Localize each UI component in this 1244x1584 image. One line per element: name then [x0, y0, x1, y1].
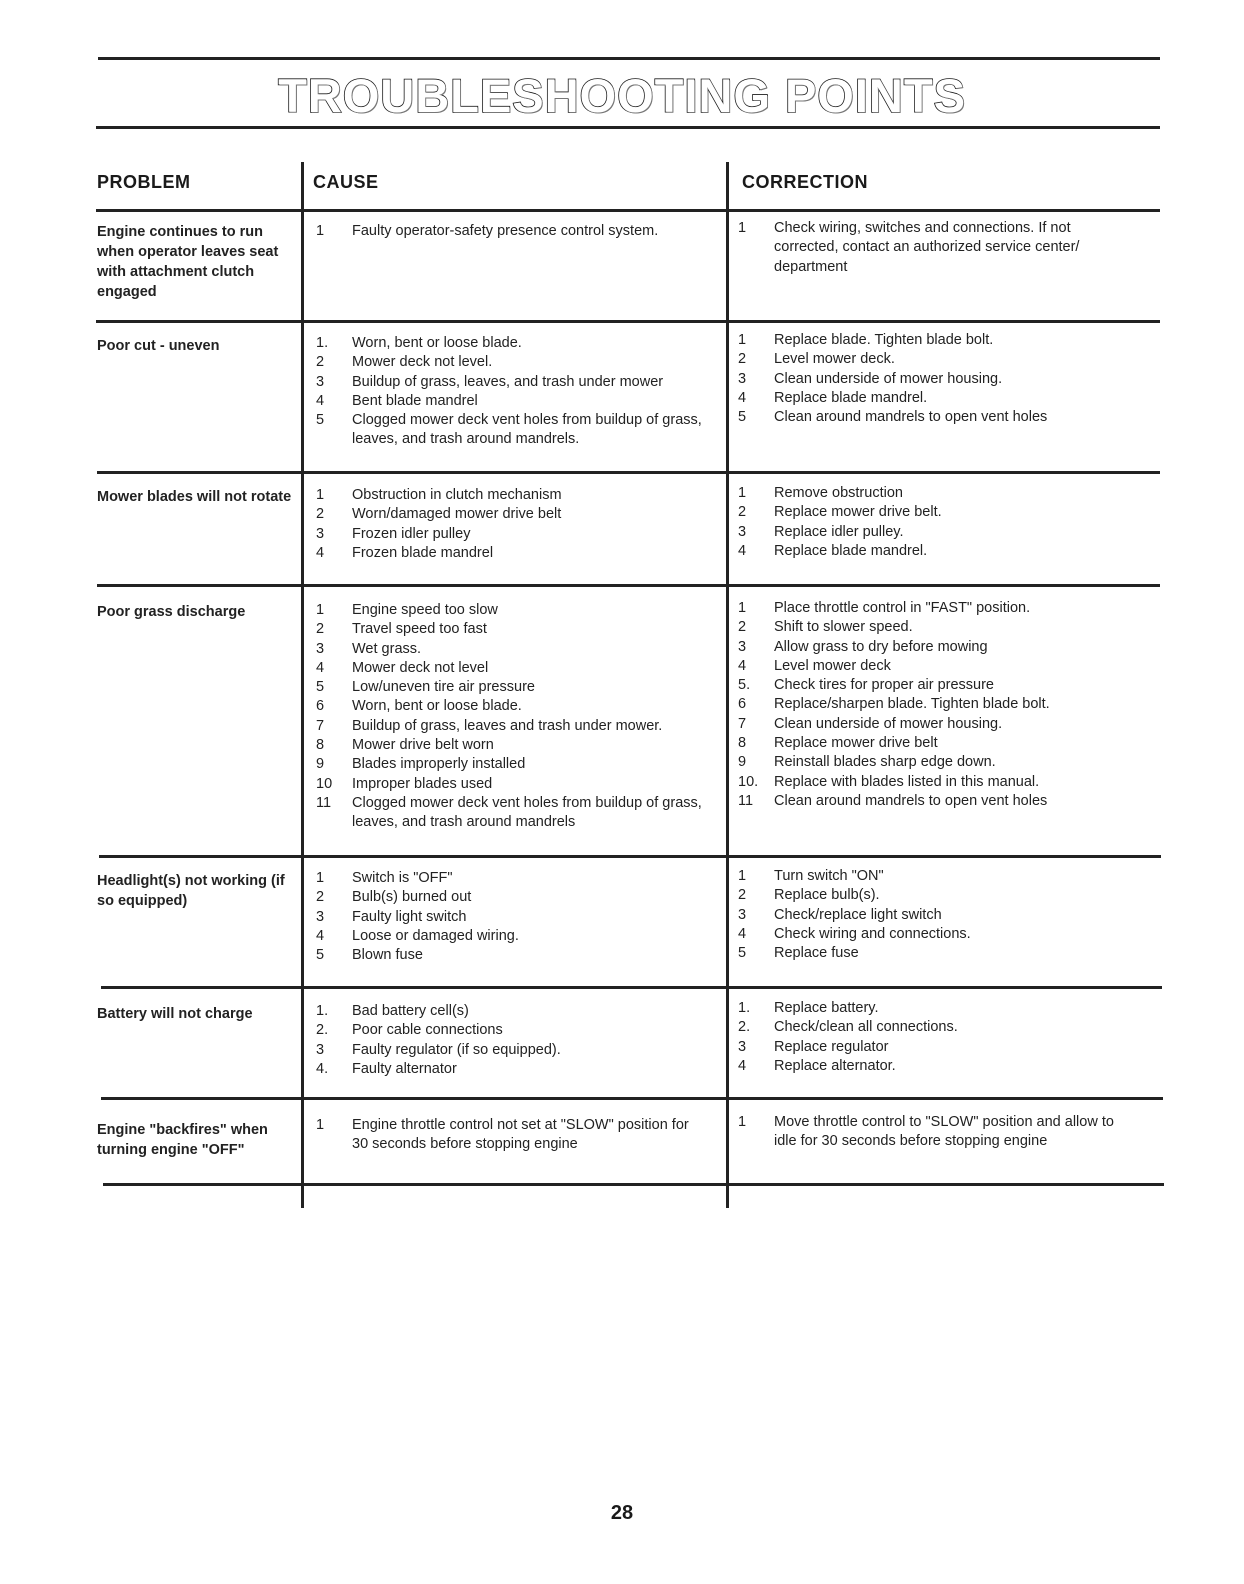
list-item: 5 Replace fuse — [738, 945, 859, 962]
cause-list — [316, 486, 706, 563]
list-item: 1. Bad battery cell(s) — [316, 1003, 469, 1019]
list-item: 3 Wet grass. — [316, 640, 422, 657]
list-item: 10 Improper blades used — [316, 775, 493, 792]
list-item: 2 Replace mower drive belt. — [738, 504, 942, 521]
list-item: 4 Loose or damaged wiring. — [316, 927, 519, 944]
cause-list — [316, 1002, 706, 1079]
list-item: 4 Mower deck not level — [316, 659, 489, 676]
cause-list — [316, 869, 706, 965]
list-item: 3 Replace idler pulley. — [738, 523, 904, 540]
row-separator — [101, 986, 1162, 989]
column-divider-cause — [301, 162, 304, 1208]
list-item: 7 Clean underside of mower housing. — [738, 715, 1003, 732]
list-item: 1 Turn switch "ON" — [738, 868, 884, 884]
list-item: 2. Poor cable connections — [316, 1022, 503, 1039]
row-separator — [96, 320, 1160, 323]
correction-list — [738, 484, 1138, 561]
list-item: 5 Clean around mandrels to open vent holes — [738, 409, 1048, 426]
problem-text: Headlight(s) not working (if so equipped) — [97, 873, 285, 909]
list-item: 1 Remove obstruction — [738, 485, 903, 501]
row-separator — [97, 471, 1160, 474]
list-item: 1 Replace blade. Tighten blade bolt. — [738, 332, 994, 348]
page-title: TROUBLESHOOTING POINTS — [278, 69, 966, 122]
column-header-problem: PROBLEM — [97, 172, 191, 192]
list-item: 2 Travel speed too fast — [316, 621, 487, 638]
list-item: 2 Mower deck not level. — [316, 354, 493, 371]
list-item: 1 Move throttle control to "SLOW" position and allow to idle for 30 seconds before stopping engine — [738, 1114, 1114, 1150]
list-item: 5 Low/uneven tire air pressure — [316, 679, 535, 696]
list-item: 8 Replace mower drive belt — [738, 735, 938, 752]
list-item: 2 Shift to slower speed. — [738, 619, 913, 636]
correction-list — [738, 999, 1138, 1076]
row-separator — [96, 209, 1160, 212]
column-header-cause: CAUSE — [313, 172, 379, 192]
list-item: 5 Blown fuse — [316, 947, 423, 964]
column-header-correction: CORRECTION — [742, 172, 868, 192]
list-item: 3 Check/replace light switch — [738, 906, 942, 923]
list-item: 1 Engine throttle control not set at "SLOW" position for 30 seconds before stopping engine — [316, 1117, 689, 1153]
list-item: 4 Replace alternator. — [738, 1057, 896, 1074]
list-item: 3 Buildup of grass, leaves, and trash under mower — [316, 373, 664, 390]
problem-text: Poor cut - uneven — [97, 338, 220, 354]
list-item: 11 Clean around mandrels to open vent holes — [738, 792, 1048, 809]
list-item: 4 Replace blade mandrel. — [738, 389, 928, 406]
list-item: 4. Faulty alternator — [316, 1060, 457, 1077]
cause-list — [316, 334, 706, 450]
cause-list — [316, 1116, 696, 1155]
list-item: 4 Level mower deck — [738, 657, 891, 674]
row-separator — [101, 1097, 1163, 1100]
row-separator — [103, 1183, 1164, 1186]
row-separator — [99, 855, 1161, 858]
title-rule-top — [98, 57, 1160, 60]
list-item: 2 Level mower deck. — [738, 351, 895, 368]
list-item: 4 Bent blade mandrel — [316, 392, 478, 409]
list-item: 9 Reinstall blades sharp edge down. — [738, 754, 996, 771]
list-item: 1 Place throttle control in "FAST" position. — [738, 600, 1031, 616]
list-item: 6 Replace/sharpen blade. Tighten blade bolt. — [738, 696, 1050, 713]
list-item: 3 Frozen idler pulley — [316, 525, 471, 542]
list-item: 2. Check/clean all connections. — [738, 1019, 958, 1036]
list-item: 1 Faulty operator-safety presence control system. — [316, 223, 659, 239]
problem-text: Poor grass discharge — [97, 604, 246, 620]
correction-list — [738, 219, 1138, 277]
list-item: 3 Allow grass to dry before mowing — [738, 638, 988, 655]
list-item: 3 Faulty light switch — [316, 908, 467, 925]
list-item: 7 Buildup of grass, leaves and trash under mower. — [316, 717, 663, 734]
list-item: 3 Faulty regulator (if so equipped). — [316, 1041, 561, 1058]
list-item: 4 Check wiring and connections. — [738, 925, 971, 942]
list-item: 1. Replace battery. — [738, 1000, 879, 1016]
list-item: 2 Replace bulb(s). — [738, 887, 880, 904]
column-divider-correction — [726, 162, 729, 1208]
cause-list — [316, 601, 706, 833]
problem-text: Engine "backfires" when turning engine "OFF" — [97, 1122, 268, 1158]
list-item: 4 Replace blade mandrel. — [738, 542, 928, 559]
list-item: 8 Mower drive belt worn — [316, 737, 494, 754]
problem-text: Battery will not charge — [97, 1006, 253, 1022]
title-rule-bottom — [96, 126, 1160, 129]
row-separator — [97, 584, 1160, 587]
page-number: 28 — [610, 1502, 634, 1524]
cause-list — [316, 222, 706, 241]
list-item: 10. Replace with blades listed in this manual. — [738, 773, 1040, 790]
list-item: 11 Clogged mower deck vent holes from buildup of grass, leaves, and trash around mandrels — [316, 794, 702, 831]
correction-list — [738, 331, 1138, 427]
list-item: 3 Clean underside of mower housing. — [738, 370, 1003, 387]
list-item: 5 Clogged mower deck vent holes from buildup of grass, leaves, and trash around mandrels. — [316, 412, 702, 448]
list-item: 5. Check tires for proper air pressure — [738, 677, 994, 694]
list-item: 3 Replace regulator — [738, 1038, 889, 1055]
correction-list — [738, 599, 1138, 811]
list-item: 1 Engine speed too slow — [316, 602, 498, 618]
list-item: 1. Worn, bent or loose blade. — [316, 335, 522, 351]
list-item: 1 Check wiring, switches and connections. If not corrected, contact an authorized service center/ department — [738, 220, 1080, 275]
list-item: 2 Bulb(s) burned out — [316, 889, 472, 906]
correction-list — [738, 1113, 1138, 1152]
list-item: 1 Obstruction in clutch mechanism — [316, 487, 562, 503]
correction-list — [738, 867, 1138, 963]
list-item: 6 Worn, bent or loose blade. — [316, 698, 522, 715]
list-item: 1 Switch is "OFF" — [316, 870, 453, 886]
list-item: 4 Frozen blade mandrel — [316, 544, 494, 561]
problem-text: Mower blades will not rotate — [97, 489, 292, 505]
problem-text: Engine continues to run when operator leaves seat with attachment clutch engaged — [97, 224, 279, 300]
list-item: 2 Worn/damaged mower drive belt — [316, 506, 562, 523]
list-item: 9 Blades improperly installed — [316, 756, 526, 773]
